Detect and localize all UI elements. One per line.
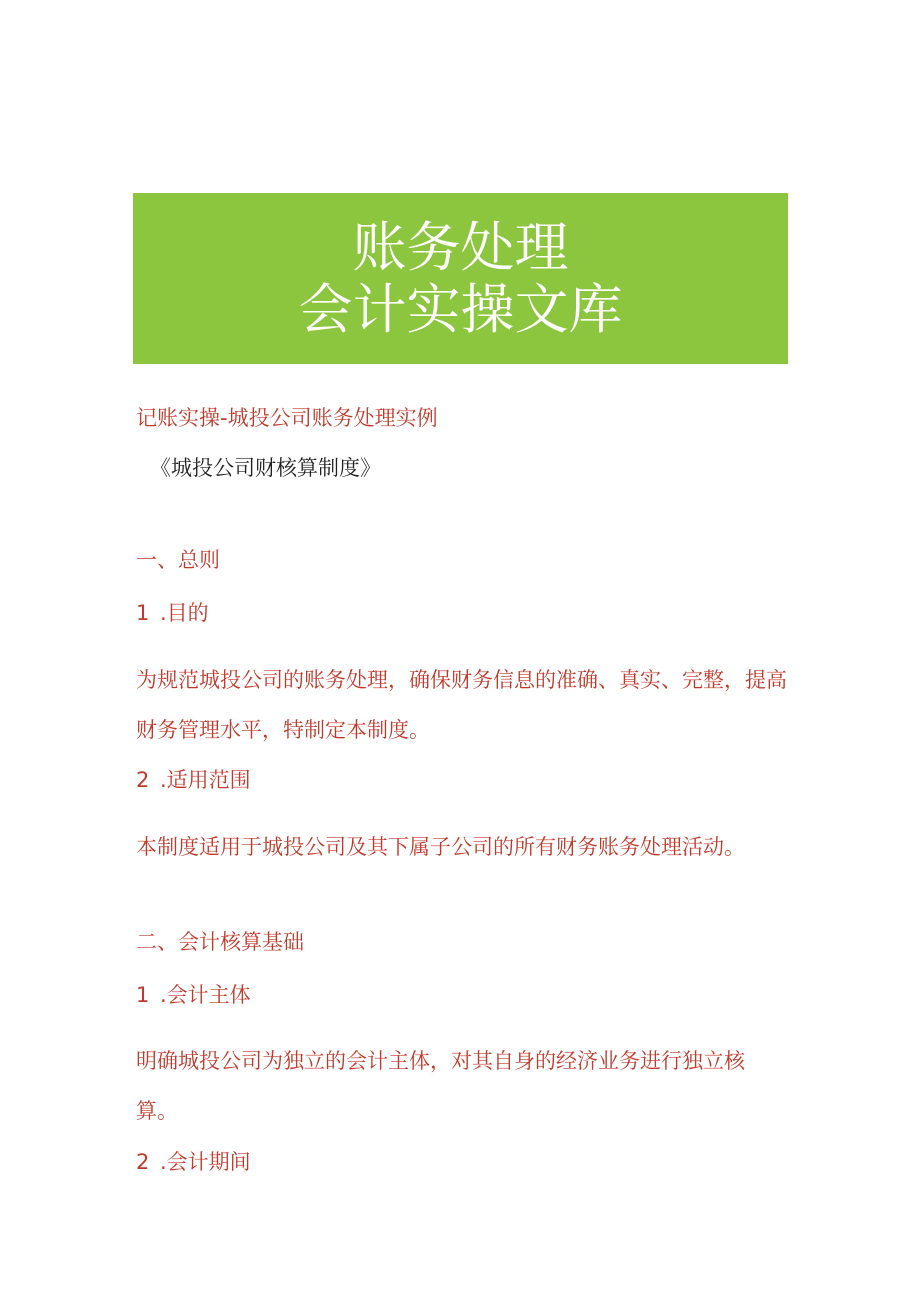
section-1-item-1-label: .目的 <box>160 601 209 625</box>
section-2-item-1-body: 明确城投公司为独立的会计主体，对其自身的经济业务进行独立核算。 <box>136 1049 745 1123</box>
title-banner <box>133 193 788 364</box>
section-2-item-1-label: .会计主体 <box>160 983 251 1007</box>
section-1-item-2-number: 2 <box>136 768 150 792</box>
section-2-item-2-label: .会计期间 <box>160 1150 251 1174</box>
section-2-heading: 二、会计核算基础 <box>136 930 304 954</box>
document-subtitle: 记账实操-城投公司账务处理实例 <box>136 406 438 430</box>
section-1-item-2-label: .适用范围 <box>160 768 251 792</box>
section-2-item-1-number: 1 <box>136 983 150 1007</box>
section-1-item-1-body: 为规范城投公司的账务处理，确保财务信息的准确、真实、完整，提高财务管理水平，特制定本制度。 <box>136 668 787 742</box>
section-1-item-2-body: 本制度适用于城投公司及其下属子公司的所有财务账务处理活动。 <box>136 835 745 859</box>
section-1-heading: 一、总则 <box>136 548 220 572</box>
section-2-item-2-number: 2 <box>136 1150 150 1174</box>
banner-title-line-1: 账务处理 <box>352 215 569 279</box>
section-1-item-1-number: 1 <box>136 601 150 625</box>
banner-title-line-2: 会计实操文库 <box>298 277 623 341</box>
document-title: 《城投公司财核算制度》 <box>150 456 381 480</box>
